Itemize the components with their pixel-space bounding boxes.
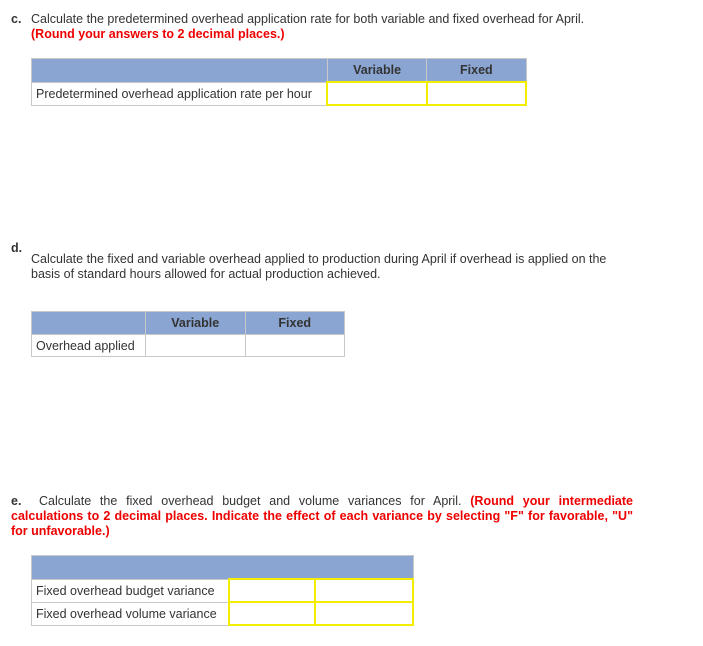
header-variable: Variable <box>327 59 426 83</box>
fixed-applied-input[interactable] <box>246 335 344 356</box>
part-e-table <box>31 555 414 626</box>
part-d-text: Calculate the fixed and variable overhead applied to production during April if overhead is applied on the basis of standard hours allowed for actual production achieved. <box>31 252 607 281</box>
fixed-rate-cell[interactable] <box>427 82 526 105</box>
volume-variance-amount-input[interactable] <box>230 603 314 624</box>
header-blank <box>32 556 414 580</box>
part-c-letter: c. <box>11 12 22 26</box>
volume-variance-effect-select[interactable] <box>316 603 412 624</box>
row-label: Fixed overhead budget variance <box>32 579 230 602</box>
budget-variance-amount-cell[interactable] <box>229 579 315 602</box>
variable-applied-cell[interactable] <box>145 335 245 357</box>
budget-variance-effect-select[interactable] <box>316 580 412 601</box>
part-d-letter: d. <box>11 241 23 255</box>
part-e-note: (Round your intermediate calculations to 2 decimal places. Indicate the effect of each variance by selecting "F" for favorable, "U" for unfavorable.) <box>11 494 634 538</box>
part-c-text: Calculate the predetermined overhead application rate for both variable and fixed overhead for April. <box>31 12 585 26</box>
fixed-applied-cell[interactable] <box>245 335 344 357</box>
part-d-table <box>31 311 345 357</box>
variable-rate-cell[interactable] <box>327 82 426 105</box>
header-variable: Variable <box>145 312 245 335</box>
row-label: Predetermined overhead application rate per hour <box>32 82 328 105</box>
part-c-note: (Round your answers to 2 decimal places.) <box>31 27 285 41</box>
row-label: Fixed overhead volume variance <box>32 602 230 625</box>
part-e-text: Calculate the fixed overhead budget and volume variances for April. <box>39 494 462 508</box>
header-fixed: Fixed <box>427 59 526 83</box>
part-e-letter: e. <box>11 494 22 508</box>
header-fixed: Fixed <box>245 312 344 335</box>
fixed-rate-input[interactable] <box>428 83 525 104</box>
variable-rate-input[interactable] <box>328 83 425 104</box>
header-blank <box>32 312 146 335</box>
part-c-table <box>31 58 527 106</box>
header-blank <box>32 59 328 83</box>
volume-variance-effect-cell[interactable] <box>315 602 413 625</box>
budget-variance-amount-input[interactable] <box>230 580 314 601</box>
budget-variance-effect-cell[interactable] <box>315 579 413 602</box>
volume-variance-amount-cell[interactable] <box>229 602 315 625</box>
row-label: Overhead applied <box>32 335 146 357</box>
part-c-question <box>31 12 633 42</box>
part-e-question <box>11 494 633 539</box>
variable-applied-input[interactable] <box>146 335 245 356</box>
